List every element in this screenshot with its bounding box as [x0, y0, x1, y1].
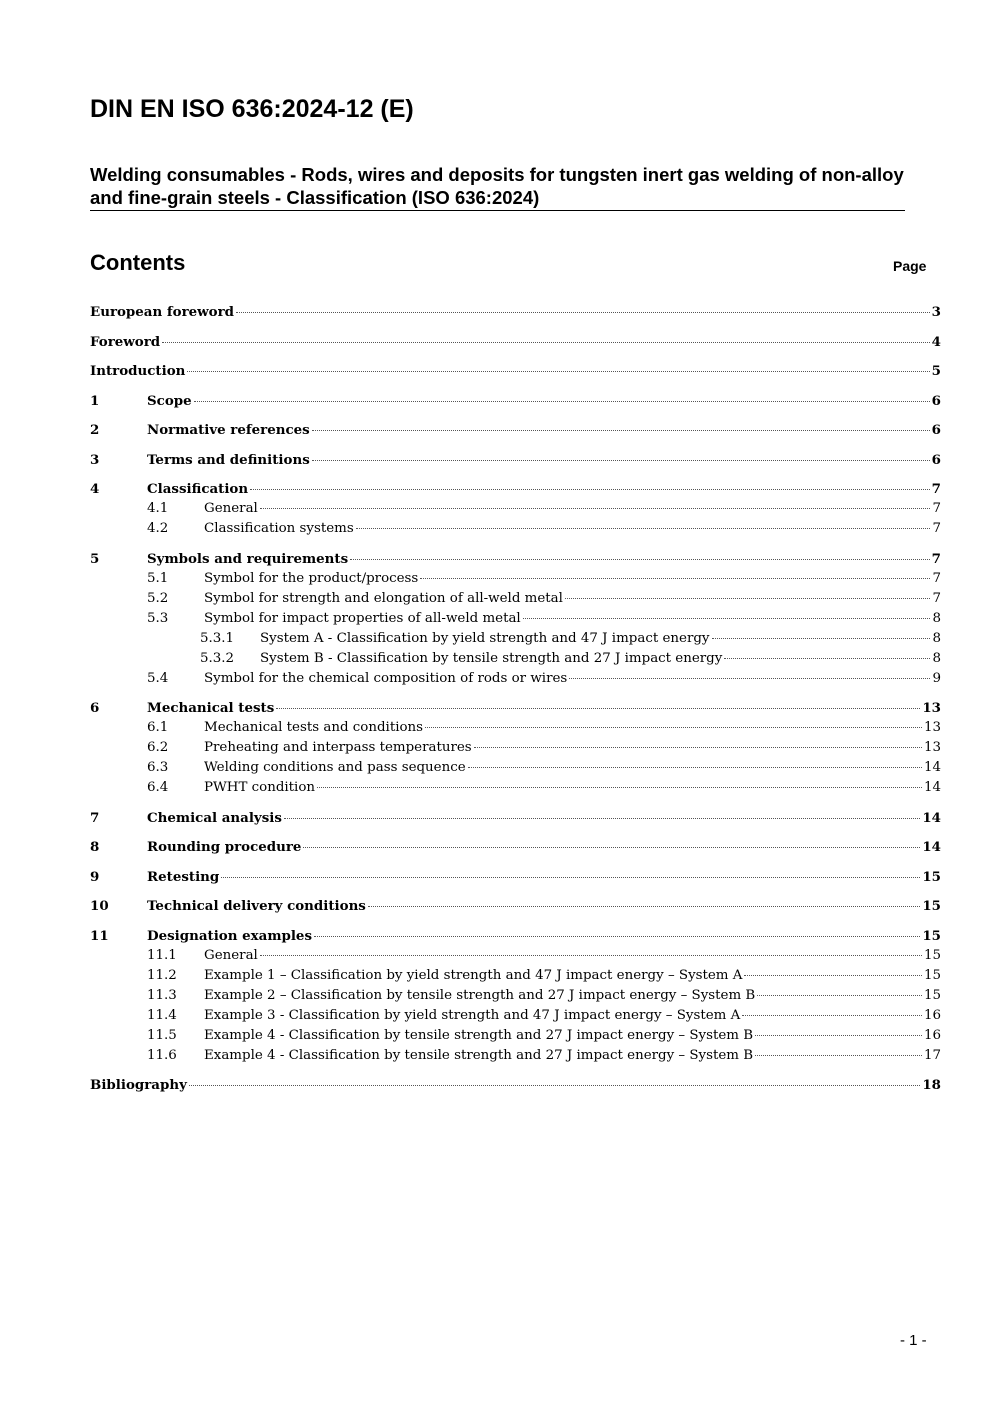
toc-entry-page: 14 [922, 839, 941, 855]
table-of-contents [90, 302, 941, 1095]
toc-entry[interactable] [90, 966, 941, 986]
toc-entry[interactable] [90, 302, 941, 322]
toc-entry[interactable] [90, 519, 941, 539]
toc-entry-label: Introduction [90, 363, 186, 379]
toc-entry[interactable] [90, 332, 941, 352]
document-subtitle: Welding consumables - Rods, wires and deposits for tungsten inert gas welding of non-alloy and fine-grain steels - Classification (ISO 636:2024) [90, 163, 905, 211]
toc-entry-page: 8 [932, 630, 941, 646]
toc-entry-page: 13 [922, 700, 941, 716]
toc-entry[interactable] [90, 778, 941, 798]
dot-leader [162, 342, 930, 343]
toc-entry-number: 9 [90, 868, 100, 885]
toc-entry[interactable] [90, 479, 941, 499]
dot-leader [187, 371, 929, 372]
toc-entry[interactable] [90, 649, 941, 669]
dot-leader [284, 818, 920, 819]
dot-leader [314, 936, 920, 937]
document-title: DIN EN ISO 636:2024-12 (E) [90, 95, 414, 123]
page-number: - 1 - [900, 1332, 927, 1349]
dot-leader [312, 460, 930, 461]
toc-entry-page: 15 [923, 967, 941, 983]
toc-entry-label: Classification [147, 481, 249, 497]
toc-entry-number: 5.3.2 [200, 650, 235, 666]
page-column-label: Page [893, 258, 927, 274]
dot-leader [420, 578, 930, 579]
toc-entry-number: 5.3.1 [200, 630, 235, 646]
dot-leader [317, 787, 922, 788]
toc-entry-number: 11.6 [147, 1047, 177, 1063]
toc-entry[interactable] [90, 420, 941, 440]
toc-entry-label: Example 3 - Classification by yield strength and 47 J impact energy – System A [204, 1007, 741, 1023]
toc-entry-label: Example 4 - Classification by tensile strength and 27 J impact energy – System B [204, 1027, 754, 1043]
toc-entry-label: European foreword [90, 304, 235, 320]
toc-entry[interactable] [90, 926, 941, 946]
toc-entry-label: System B - Classification by tensile strength and 27 J impact energy [260, 650, 723, 666]
toc-entry-number: 5.1 [147, 570, 169, 586]
toc-entry-page: 6 [931, 392, 941, 409]
toc-entry-number: 11.3 [147, 987, 177, 1003]
toc-entry[interactable] [90, 669, 941, 689]
toc-entry-number: 3 [90, 451, 100, 468]
toc-entry-page: 15 [923, 947, 941, 963]
toc-entry-label: Bibliography [90, 1077, 187, 1093]
toc-entry[interactable] [90, 629, 941, 649]
toc-entry-page: 7 [931, 550, 941, 567]
toc-entry[interactable] [90, 569, 941, 589]
toc-entry-number: 6.2 [147, 740, 169, 755]
dot-leader [250, 489, 930, 490]
toc-entry[interactable] [90, 450, 941, 470]
dot-leader [221, 877, 920, 878]
toc-entry-number: 11 [90, 927, 109, 944]
toc-entry-label: Symbol for impact properties of all-weld metal [204, 610, 521, 626]
toc-entry-label: System A - Classification by yield strength and 47 J impact energy [260, 630, 710, 646]
toc-entry-label: General [204, 947, 258, 963]
toc-entry-number: 1 [90, 392, 100, 409]
dot-leader [350, 559, 930, 560]
toc-entry[interactable] [90, 361, 941, 381]
toc-entry[interactable] [90, 609, 941, 629]
toc-entry-page: 7 [932, 521, 941, 536]
toc-entry-page: 3 [931, 304, 941, 320]
toc-entry-label: Mechanical tests and conditions [204, 720, 424, 735]
dot-leader [755, 1035, 922, 1036]
dot-leader [276, 708, 920, 709]
toc-entry-label: Classification systems [204, 521, 354, 536]
toc-entry-page: 7 [932, 501, 941, 516]
dot-leader [523, 618, 931, 619]
toc-entry-number: 11.5 [147, 1027, 177, 1043]
contents-heading: Contents [90, 250, 186, 275]
dot-leader [757, 995, 922, 996]
dot-leader [312, 430, 930, 431]
toc-entry[interactable] [90, 589, 941, 609]
toc-entry-page: 14 [922, 809, 941, 826]
toc-entry[interactable] [90, 867, 941, 887]
toc-entry-label: PWHT condition [204, 780, 316, 795]
toc-entry[interactable] [90, 499, 941, 519]
toc-entry[interactable] [90, 549, 941, 569]
toc-entry-page: 7 [932, 590, 941, 606]
toc-entry[interactable] [90, 1006, 941, 1026]
toc-entry-page: 17 [923, 1047, 941, 1063]
toc-entry-label: Terms and definitions [147, 451, 310, 468]
toc-entry-page: 14 [923, 780, 941, 795]
toc-entry-label: Symbol for the chemical composition of rods or wires [204, 670, 568, 686]
toc-entry-label: Technical delivery conditions [147, 898, 366, 914]
dot-leader [712, 638, 931, 639]
toc-entry-label: Chemical analysis [147, 809, 282, 826]
toc-entry-label: Symbol for strength and elongation of all-weld metal [204, 590, 563, 606]
toc-entry-page: 15 [922, 898, 941, 914]
dot-leader [425, 727, 922, 728]
dot-leader [474, 747, 922, 748]
toc-entry-label: Example 4 - Classification by tensile strength and 27 J impact energy – System B [204, 1047, 754, 1063]
dot-leader [260, 508, 931, 509]
toc-entry[interactable] [90, 1075, 941, 1095]
toc-entry-label: Preheating and interpass temperatures [204, 740, 472, 755]
toc-entry-page: 6 [931, 451, 941, 468]
dot-leader [189, 1085, 921, 1086]
toc-entry-page: 9 [932, 670, 941, 686]
toc-entry-label: Normative references [147, 422, 310, 438]
toc-entry-number: 4 [90, 481, 100, 497]
dot-leader [303, 847, 920, 848]
toc-entry[interactable] [90, 986, 941, 1006]
dot-leader [260, 955, 922, 956]
toc-entry-number: 6.4 [147, 780, 169, 795]
toc-entry-number: 6.3 [147, 760, 169, 775]
dot-leader [742, 1015, 922, 1016]
toc-entry-number: 5 [90, 550, 100, 567]
toc-entry[interactable] [90, 1026, 941, 1046]
toc-entry-number: 8 [90, 839, 100, 855]
toc-entry-page: 14 [923, 760, 941, 775]
toc-entry-page: 6 [931, 422, 941, 438]
toc-entry[interactable] [90, 837, 941, 857]
dot-leader [468, 767, 922, 768]
toc-entry-page: 4 [931, 333, 941, 350]
toc-entry[interactable] [90, 391, 941, 411]
toc-entry-page: 16 [923, 1027, 941, 1043]
toc-entry-page: 13 [923, 740, 941, 755]
toc-entry-label: Rounding procedure [147, 839, 302, 855]
toc-entry-number: 6.1 [147, 720, 169, 735]
toc-entry-label: Mechanical tests [147, 700, 275, 716]
toc-entry-page: 8 [932, 650, 941, 666]
toc-entry-number: 6 [90, 700, 100, 716]
toc-entry-number: 4.1 [147, 501, 169, 516]
toc-entry-label: Example 1 – Classification by yield strength and 47 J impact energy – System A [204, 967, 743, 983]
toc-entry-number: 11.1 [147, 947, 177, 963]
toc-entry-label: Scope [147, 392, 192, 409]
toc-entry-number: 4.2 [147, 521, 169, 536]
toc-entry-page: 7 [932, 570, 941, 586]
toc-entry[interactable] [90, 1046, 941, 1066]
toc-entry-label: Foreword [90, 333, 161, 350]
dot-leader [368, 906, 921, 907]
toc-entry-number: 7 [90, 809, 100, 826]
dot-leader [755, 1055, 922, 1056]
dot-leader [356, 528, 931, 529]
toc-entry[interactable] [90, 946, 941, 966]
toc-entry-page: 5 [931, 363, 941, 379]
dot-leader [744, 975, 922, 976]
toc-entry-page: 8 [932, 610, 941, 626]
toc-entry-label: Example 2 – Classification by tensile strength and 27 J impact energy – System B [204, 987, 756, 1003]
toc-entry-label: Welding conditions and pass sequence [204, 760, 466, 775]
toc-entry-label: Retesting [147, 868, 220, 885]
dot-leader [236, 312, 930, 313]
dot-leader [724, 658, 930, 659]
dot-leader [565, 598, 931, 599]
toc-entry-label: Symbols and requirements [147, 550, 349, 567]
toc-entry-label: Symbol for the product/process [204, 570, 419, 586]
toc-entry-number: 11.2 [147, 967, 177, 983]
dot-leader [194, 401, 930, 402]
toc-entry-page: 7 [931, 481, 941, 497]
toc-entry-number: 5.2 [147, 590, 169, 606]
toc-entry[interactable] [90, 698, 941, 718]
toc-entry-page: 15 [922, 868, 941, 885]
toc-entry[interactable] [90, 808, 941, 828]
toc-entry[interactable] [90, 896, 941, 916]
toc-entry-page: 16 [923, 1007, 941, 1023]
toc-entry-number: 5.3 [147, 610, 169, 626]
toc-entry-number: 2 [90, 422, 100, 438]
toc-entry[interactable] [90, 758, 941, 778]
toc-entry-label: General [204, 501, 258, 516]
toc-entry-label: Designation examples [147, 927, 312, 944]
toc-entry-number: 10 [90, 898, 109, 914]
toc-entry[interactable] [90, 718, 941, 738]
toc-entry-page: 18 [922, 1077, 941, 1093]
toc-entry-number: 5.4 [147, 670, 169, 686]
toc-entry-page: 15 [923, 987, 941, 1003]
toc-entry-number: 11.4 [147, 1007, 177, 1023]
toc-entry[interactable] [90, 738, 941, 758]
toc-entry-page: 13 [923, 720, 941, 735]
toc-entry-page: 15 [922, 927, 941, 944]
dot-leader [569, 678, 930, 679]
